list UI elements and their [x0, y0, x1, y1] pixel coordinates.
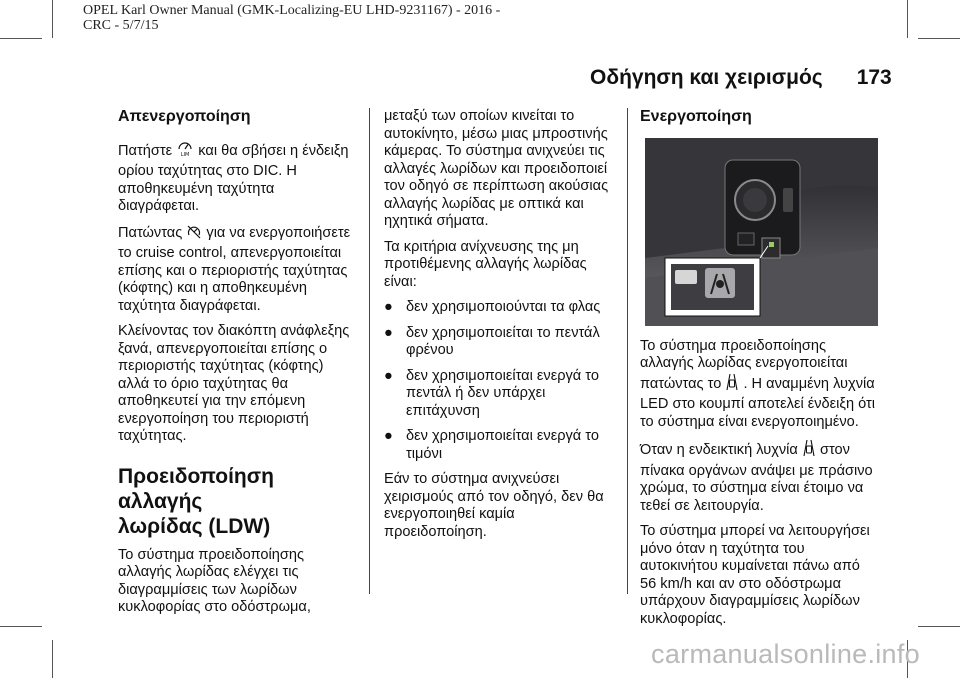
list-item — [384, 299, 614, 317]
lane-departure-icon — [725, 373, 739, 397]
paragraph: Εάν το σύστημα ανιχνεύσει χειρισμούς από τον οδηγό, δεν θα ενεργοποιηθεί καμία προειδοποίηση. — [384, 471, 604, 540]
crop-mark — [0, 626, 42, 627]
page-number: 173 — [856, 66, 892, 89]
heading-line: λωρίδας (LDW) — [118, 514, 271, 538]
heading-deactivation: Απενεργοποίηση — [118, 108, 251, 125]
speed-limiter-icon — [176, 138, 194, 164]
running-header — [590, 66, 892, 90]
paragraph: Το σύστημα μπορεί να λειτουργήσει μόνο όταν η ταχύτητα του αυτοκινήτου κυμαίνεται πάνω από 56 km/h και αν στο οδόστρωμα υπάρχουν διαγραμμίσεις λωρίδων κυκλοφορίας. — [640, 523, 870, 627]
text: Πατήστε — [118, 142, 173, 159]
crop-mark — [907, 0, 908, 38]
list-item-text: δεν χρησιμοποιείται το πεντάλ φρένου — [406, 324, 600, 358]
column-left — [118, 108, 358, 625]
paragraph: μεταξύ των οποίων κινείται το αυτοκίνητο, μέσω μιας μπροστινής κάμερας. Το σύστημα ανιχνεύει τις αλλαγές λωρίδων και προειδοποιεί τον οδηγό σε περίπτωση ακούσιας αλλαγής λωρίδας με οπτικά και ηχητικά σήματα. — [384, 108, 609, 229]
paragraph — [118, 224, 358, 316]
paragraph — [640, 338, 880, 432]
cruise-off-icon — [186, 224, 202, 246]
text: Πατώντας — [118, 224, 183, 241]
paragraph: Τα κριτήρια ανίχνευσης της μη προτιθέμενης αλλαγής λωρίδας είναι: — [384, 238, 587, 290]
list-item — [384, 368, 614, 421]
text: και θα σβήσει η ένδειξη ορίου ταχύτητας στο DIC. Η αποθηκευμένη ταχύτητα διαγράφεται. — [118, 142, 349, 214]
text: Όταν η ενδεικτική λυχνία — [640, 442, 798, 458]
heading-activation: Ενεργοποίηση — [640, 108, 752, 125]
text: στον πίνακα οργάνων ανάψει με πράσινο χρώμα, το σύστημα είναι έτοιμο να τεθεί σε λειτουργία. — [640, 442, 873, 514]
document-meta — [83, 3, 543, 33]
list-item-text: δεν χρησιμοποιείται ενεργά το τιμόνι — [406, 428, 599, 462]
paragraph — [118, 138, 358, 216]
column-middle — [384, 108, 614, 549]
crop-mark — [0, 38, 42, 39]
meta-line: OPEL Karl Owner Manual (GMK-Localizing-EU LHD-9231167) - 2016 - — [83, 3, 501, 18]
list-item-text: δεν χρησιμοποιείται ενεργά το πεντάλ ή δεν υπάρχει επιτάχυνση — [406, 367, 599, 419]
icon-text: LIM — [180, 151, 190, 158]
bullet: ● — [384, 299, 393, 315]
text: . Η αναμμένη λυχνία LED στο κουμπί αποτελεί ένδειξη ότι το σύστημα είναι ενεργοποιημένο. — [640, 375, 876, 430]
lane-departure-icon — [802, 439, 816, 463]
meta-line: CRC - 5/7/15 — [83, 18, 159, 33]
column-right — [640, 108, 880, 636]
list-item-text: δεν χρησιμοποιούνται τα φλας — [406, 299, 601, 315]
crop-mark — [52, 0, 53, 38]
heading-ldw — [118, 464, 358, 539]
crop-mark — [52, 640, 53, 678]
paragraph: Το σύστημα προειδοποίησης αλλαγής λωρίδας ελέγχει τις διαγραμμίσεις των λωρίδων κυκλοφορίας στο οδόστρωμα, — [118, 546, 311, 615]
watermark: carmanualsonline.info — [651, 639, 920, 669]
paragraph: Κλείνοντας τον διακόπτη ανάφλεξης ξανά, απενεργοποιείται επίσης ο περιοριστής ταχύτητας (κόφτης) αλλά το όριο ταχύτητας θα αποθηκευτεί για την επόμενη ενεργοποίηση του περιοριστή ταχύτητας. — [118, 323, 350, 444]
section-title: Οδήγηση και χειρισμός — [590, 66, 823, 89]
list-item — [384, 428, 614, 463]
bullet: ● — [384, 324, 393, 341]
list-item — [384, 325, 614, 360]
text: Το σύστημα προειδοποίησης αλλαγής λωρίδας ενεργοποιείται πατώντας το — [640, 337, 848, 392]
column-divider — [369, 108, 370, 594]
crop-mark — [918, 626, 960, 627]
column-divider — [627, 108, 628, 594]
bullet: ● — [384, 428, 393, 444]
paragraph — [640, 439, 880, 515]
bullet: ● — [384, 367, 393, 384]
crop-mark — [918, 38, 960, 39]
dashboard-switch-photo — [645, 138, 878, 326]
heading-line: Προειδοποίηση αλλαγής — [118, 464, 274, 513]
text: για να ενεργοποιήσετε το cruise control, απενεργοποιείται επίσης και ο περιοριστής ταχύτητας (κόφτης) και η αποθηκευμένη ταχύτητα διαγράφεται. — [118, 224, 351, 314]
